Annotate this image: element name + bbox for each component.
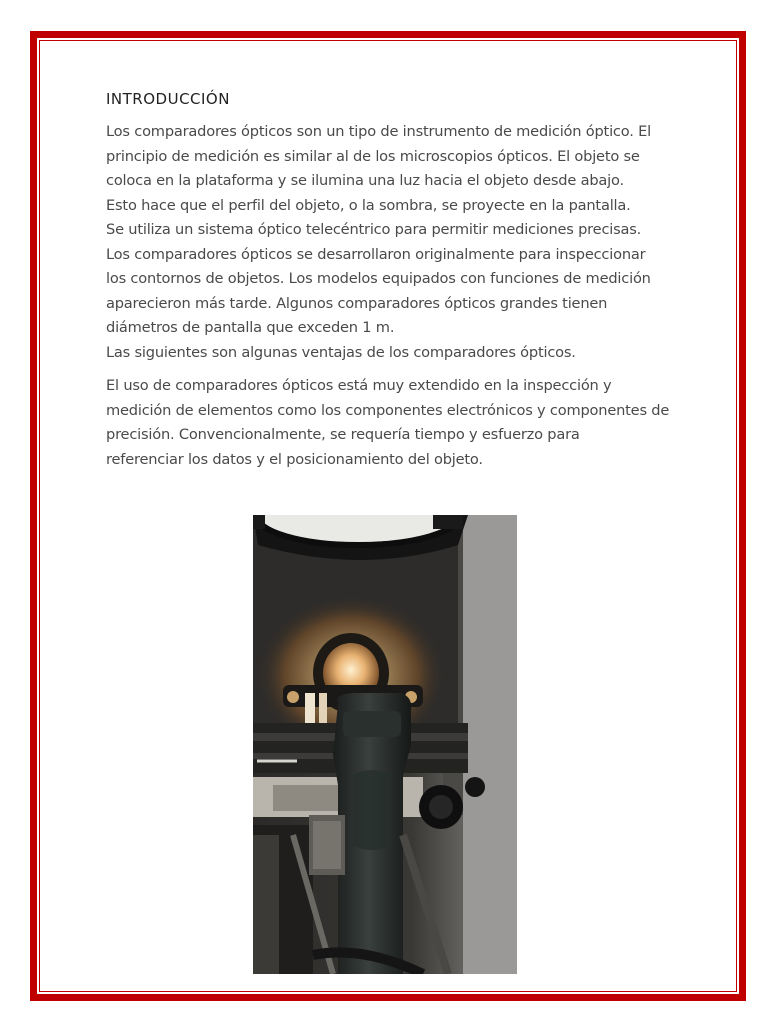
paragraph-line: principio de medición es similar al de los microscopios ópticos. El objeto se <box>106 147 640 165</box>
comparator-illustration <box>253 515 517 974</box>
document-body <box>106 90 670 472</box>
paragraph-line: coloca en la plataforma y se ilumina una luz hacia el objeto desde abajo. <box>106 172 624 189</box>
paragraph-line: precisión. Convencionalmente, se requería tiempo y esfuerzo para <box>106 426 580 443</box>
paragraph-line: Los comparadores ópticos se desarrollaron originalmente para inspeccionar <box>106 245 646 263</box>
paragraph-line: los contornos de objetos. Los modelos equipados con funciones de medición <box>106 270 651 287</box>
paragraph-line: Los comparadores ópticos son un tipo de instrumento de medición óptico. El <box>106 123 651 140</box>
paragraph-line: referenciar los datos y el posicionamiento del objeto. <box>106 450 483 468</box>
paragraph-line: Esto hace que el perfil del objeto, o la sombra, se proyecte en la pantalla. <box>106 196 631 214</box>
paragraph-line: medición de elementos como los componentes electrónicos y componentes de <box>106 401 670 419</box>
paragraph-line: Se utiliza un sistema óptico telecéntrico para permitir mediciones precisas. <box>106 221 642 238</box>
intro-paragraph <box>106 120 666 365</box>
optical-comparator-photo <box>253 515 517 974</box>
paragraph-line: El uso de comparadores ópticos está muy extendido en la inspección y <box>106 377 612 394</box>
paragraph-line: aparecieron más tarde. Algunos comparadores ópticos grandes tienen <box>106 294 608 312</box>
paragraph-line: diámetros de pantalla que exceden 1 m. <box>106 319 395 336</box>
usage-paragraph <box>106 374 670 472</box>
paragraph-line: Las siguientes son algunas ventajas de los comparadores ópticos. <box>106 343 576 361</box>
section-heading: INTRODUCCIÓN <box>106 90 230 108</box>
